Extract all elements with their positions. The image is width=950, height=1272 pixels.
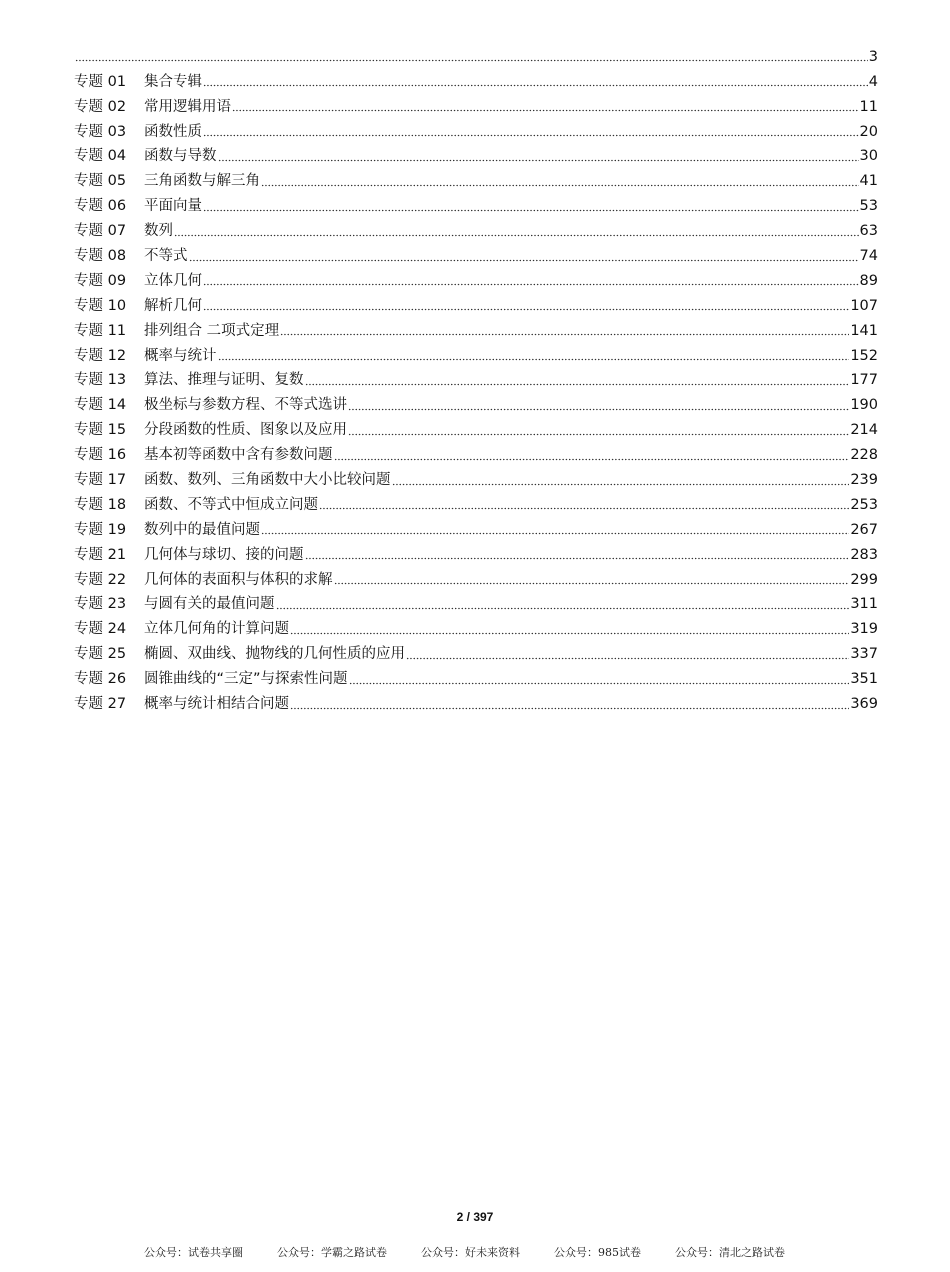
toc-section-title: 不等式: [144, 248, 188, 265]
toc-page-number: 214: [850, 422, 878, 439]
toc-entry[interactable]: [74, 366, 878, 391]
toc-section-title: 平面向量: [144, 198, 202, 215]
toc-section-number: 专题 18: [74, 496, 127, 513]
toc-section-title: 函数、数列、三角函数中大小比较问题: [144, 472, 391, 489]
toc-page-number: 337: [850, 646, 878, 663]
toc-leader-dots: [261, 532, 849, 536]
toc-entry[interactable]: [74, 565, 878, 590]
toc-page-number: 283: [850, 546, 878, 563]
page-indicator: 2 / 397: [456, 1210, 494, 1224]
toc-page-number: 319: [850, 621, 878, 638]
toc-leader-dots: [203, 134, 859, 138]
toc-section-number: 专题 24: [74, 621, 127, 638]
toc-section-number: 专题 06: [74, 198, 127, 215]
toc-page-number: 89: [859, 272, 878, 289]
toc-section-title: 立体几何角的计算问题: [144, 621, 289, 638]
footer-item: 公众号：好未来资料: [421, 1246, 520, 1259]
toc-page-number: 299: [850, 571, 878, 588]
toc-section-title: 函数、不等式中恒成立问题: [144, 496, 318, 513]
toc-leader-dots: [334, 457, 850, 461]
toc-section-title: 排列组合 二项式定理: [144, 322, 280, 339]
toc-section-title: 基本初等函数中含有参数问题: [144, 447, 333, 464]
toc-section-number: 专题 14: [74, 397, 127, 414]
toc-section-title: 椭圆、双曲线、抛物线的几何性质的应用: [144, 646, 405, 663]
toc-leader-dots: [232, 109, 859, 113]
footer-item: 公众号：清北之路试卷: [675, 1246, 785, 1259]
toc-page-number: 20: [859, 123, 878, 140]
toc-section-number: 专题 15: [74, 422, 127, 439]
toc-leader-dots: [319, 507, 849, 511]
toc-leader-dots: [261, 183, 859, 187]
toc-section-number: 专题 17: [74, 472, 127, 489]
toc-page-number: 141: [850, 322, 878, 339]
toc-section-title: 三角函数与解三角: [144, 173, 260, 190]
toc-section-title: 常用逻辑用语: [144, 98, 231, 115]
toc-leader-dots: [174, 233, 859, 237]
toc-entry[interactable]: [74, 42, 878, 67]
toc-entry[interactable]: [74, 614, 878, 639]
toc-section-number: 专题 13: [74, 372, 127, 389]
toc-section-number: 专题 11: [74, 322, 127, 339]
toc-section-title: 解析几何: [144, 297, 202, 314]
toc-page-number: 63: [859, 223, 878, 240]
toc-section-number: 专题 16: [74, 447, 127, 464]
toc-section-title: 分段函数的性质、图象以及应用: [144, 422, 347, 439]
toc-page-number: 30: [859, 148, 878, 165]
toc-page-number: 53: [859, 198, 878, 215]
toc-leader-dots: [189, 258, 859, 262]
toc-section-number: 专题 23: [74, 596, 127, 613]
toc-entry[interactable]: [74, 316, 878, 341]
toc-section-number: 专题 08: [74, 248, 127, 265]
toc-section-number: 专题 07: [74, 223, 127, 240]
toc-section-title: 几何体的表面积与体积的求解: [144, 571, 333, 588]
toc-section-title: 立体几何: [144, 272, 202, 289]
toc-leader-dots: [305, 382, 850, 386]
footer-item: 公众号：试卷共享圈: [144, 1246, 243, 1259]
toc-section-title: 圆锥曲线的“三定”与探索性问题: [144, 671, 348, 688]
footer: [144, 1244, 785, 1260]
toc-page-number: 74: [859, 248, 878, 265]
toc-page-number: 177: [850, 372, 878, 389]
toc-entry[interactable]: [74, 639, 878, 664]
toc-page-number: 239: [850, 472, 878, 489]
toc-section-number: 专题 10: [74, 297, 127, 314]
table-of-contents: [74, 42, 878, 714]
toc-leader-dots: [203, 308, 849, 312]
toc-leader-dots: [290, 706, 849, 710]
toc-entry[interactable]: [74, 689, 878, 714]
toc-page-number: 369: [850, 696, 878, 713]
toc-page-number: 11: [859, 98, 878, 115]
toc-entry[interactable]: [74, 92, 878, 117]
toc-section-title: 几何体与球切、接的问题: [144, 546, 304, 563]
toc-page-number: 152: [850, 347, 878, 364]
toc-leader-dots: [305, 557, 850, 561]
toc-leader-dots: [349, 681, 850, 685]
toc-entry[interactable]: [74, 490, 878, 515]
toc-entry-list: [74, 67, 878, 714]
toc-section-number: 专题 21: [74, 546, 127, 563]
toc-leader-dots: [348, 407, 849, 411]
toc-page-number: 4: [868, 73, 878, 90]
toc-leader-dots: [203, 84, 868, 88]
toc-section-number: 专题 27: [74, 696, 127, 713]
toc-section-title: 算法、推理与证明、复数: [144, 372, 304, 389]
toc-page-number: 3: [868, 48, 878, 65]
toc-page-number: 190: [850, 397, 878, 414]
toc-section-title: 函数性质: [144, 123, 202, 140]
toc-entry[interactable]: [74, 540, 878, 565]
toc-section-title: 数列: [144, 223, 173, 240]
toc-section-title: 数列中的最值问题: [144, 521, 260, 538]
toc-section-number: 专题 09: [74, 272, 127, 289]
toc-section-number: 专题 01: [74, 73, 127, 90]
toc-leader-dots: [392, 482, 850, 486]
toc-entry[interactable]: [74, 465, 878, 490]
toc-page-number: 267: [850, 521, 878, 538]
toc-leader-dots: [203, 208, 859, 212]
toc-section-title: 集合专辑: [144, 73, 202, 90]
toc-page-number: 351: [850, 671, 878, 688]
toc-section-number: 专题 26: [74, 671, 127, 688]
toc-entry[interactable]: [74, 117, 878, 142]
toc-leader-dots: [334, 582, 850, 586]
footer-item: 公众号：学霸之路试卷: [277, 1246, 387, 1259]
toc-leader-dots: [406, 656, 849, 660]
toc-section-title: 概率与统计相结合问题: [144, 696, 289, 713]
toc-section-number: 专题 05: [74, 173, 127, 190]
toc-leader-dots: [290, 631, 849, 635]
toc-section-title: 函数与导数: [144, 148, 217, 165]
toc-section-number: 专题 04: [74, 148, 127, 165]
toc-leader-dots: [276, 606, 850, 610]
toc-section-number: 专题 19: [74, 521, 127, 538]
toc-section-title: 极坐标与参数方程、不等式选讲: [144, 397, 347, 414]
toc-entry[interactable]: [74, 216, 878, 241]
toc-page-number: 107: [850, 297, 878, 314]
footer-item: 公众号：985试卷: [554, 1246, 641, 1259]
toc-entry[interactable]: [74, 291, 878, 316]
toc-entry[interactable]: [74, 390, 878, 415]
toc-section-number: 专题 22: [74, 571, 127, 588]
toc-entry[interactable]: [74, 166, 878, 191]
toc-leader-dots: [218, 358, 850, 362]
toc-leader-dots: [203, 283, 859, 287]
toc-entry[interactable]: [74, 241, 878, 266]
toc-section-number: 专题 02: [74, 98, 127, 115]
toc-section-title: 与圆有关的最值问题: [144, 596, 275, 613]
toc-page-number: 41: [859, 173, 878, 190]
toc-entry[interactable]: [74, 515, 878, 540]
toc-entry[interactable]: [74, 440, 878, 465]
toc-entry[interactable]: [74, 415, 878, 440]
toc-entry[interactable]: [74, 341, 878, 366]
toc-entry[interactable]: [74, 142, 878, 167]
toc-leader-dots: [75, 59, 868, 63]
toc-section-number: 专题 25: [74, 646, 127, 663]
toc-page-number: 311: [850, 596, 878, 613]
toc-leader-dots: [280, 333, 849, 337]
toc-entry[interactable]: [74, 664, 878, 689]
toc-entry[interactable]: [74, 266, 878, 291]
toc-entry[interactable]: [74, 67, 878, 92]
toc-leader-dots: [218, 158, 859, 162]
toc-entry[interactable]: [74, 590, 878, 615]
toc-leader-dots: [348, 432, 849, 436]
toc-section-title: 概率与统计: [144, 347, 217, 364]
toc-section-number: 专题 03: [74, 123, 127, 140]
toc-page-number: 228: [850, 447, 878, 464]
toc-page-number: 253: [850, 496, 878, 513]
toc-entry[interactable]: [74, 191, 878, 216]
toc-section-number: 专题 12: [74, 347, 127, 364]
